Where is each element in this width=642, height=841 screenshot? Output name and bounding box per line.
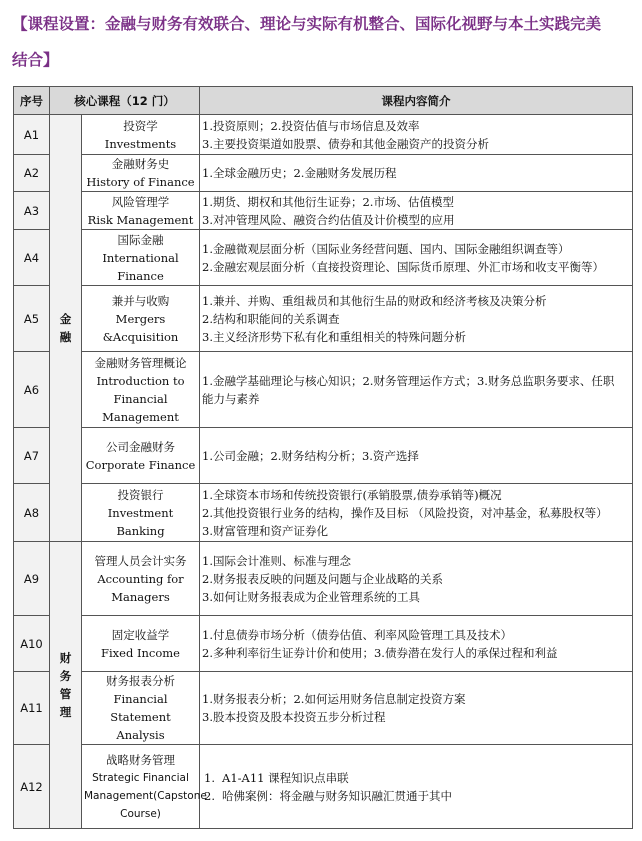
- category-finance: [50, 115, 82, 542]
- content-line: 3.如何让财务报表成为企业管理系统的工具: [202, 589, 420, 604]
- content-line: 2.多种利率衍生证券计价和使用；3.债券潜在发行人的承保过程和利益: [202, 645, 558, 660]
- content-line: 1.财务报表分析；2.如何运用财务信息制定投资方案: [202, 692, 466, 706]
- course-content: [200, 115, 633, 155]
- course-name-en: History of Finance: [86, 175, 195, 189]
- table-row: [14, 745, 633, 829]
- content-line: 1.全球资本市场和传统投资银行(承销股票,债券承销等)概况: [202, 487, 502, 502]
- course-name: [82, 115, 200, 155]
- course-content: [200, 352, 633, 428]
- content-line: 1.公司金融；2.财务结构分析；3.资产选择: [202, 448, 419, 463]
- page-heading: [12, 6, 632, 78]
- course-id: A6: [14, 352, 50, 428]
- course-content: [200, 155, 633, 192]
- content-line: 1.期货、期权和其他衍生证券；2.市场、估值模型: [202, 194, 454, 209]
- category-char: 融: [59, 330, 72, 344]
- category-char: 务: [59, 669, 72, 683]
- table-row: [14, 352, 633, 428]
- course-id: A8: [14, 484, 50, 542]
- course-name-en: Course): [120, 807, 161, 820]
- course-name-en: Risk Management: [87, 212, 194, 227]
- course-name-cn: 金融财务史: [111, 157, 170, 171]
- table-row: [14, 484, 633, 542]
- course-id: A2: [14, 155, 50, 192]
- content-line: 1.金融学基础理论与核心知识；2.财务管理运作方式；3.财务总监职务要求、任职: [202, 373, 615, 388]
- course-name-en: Introduction to: [96, 373, 185, 388]
- course-content: [200, 672, 633, 745]
- content-line: 3.主要投资渠道如股票、债券和其他金融资产的投资分析: [202, 136, 489, 151]
- course-id: A9: [14, 542, 50, 616]
- course-name: [82, 484, 200, 542]
- content-line: 2.结构和职能间的关系调查: [202, 311, 340, 326]
- numbered-line: [202, 769, 630, 787]
- content-line: 2.金融宏观层面分析（直接投资理论、国际货币原理、外汇市场和收支平衡等）: [202, 259, 604, 274]
- content-line: 1.付息债券市场分析（债券估值、利率风险管理工具及技术）: [202, 627, 512, 642]
- course-name: [82, 616, 200, 672]
- table-row: [14, 192, 633, 230]
- course-name: [82, 155, 200, 192]
- table-row: [14, 230, 633, 286]
- list-number: 1.: [204, 770, 215, 785]
- header-seq: 序号: [14, 87, 50, 115]
- course-name-en: Mergers &Acquisition: [102, 311, 179, 344]
- content-line: 3.对冲管理风险、融资合约估值及计价模型的应用: [202, 212, 455, 227]
- header-intro: 课程内容简介: [200, 87, 633, 115]
- header-core-courses: 核心课程（12 门）: [50, 87, 200, 115]
- course-name-cn: 金融财务管理概论: [94, 355, 187, 370]
- course-id: A12: [14, 745, 50, 829]
- course-name-cn: 战略财务管理: [106, 752, 175, 767]
- course-id: A7: [14, 428, 50, 484]
- course-name-en: Accounting for: [97, 571, 184, 586]
- course-name: [82, 542, 200, 616]
- table-row: [14, 672, 633, 745]
- content-line: 1.金融微观层面分析（国际业务经营问题、国内、国际金融组织调查等）: [202, 241, 570, 256]
- course-name-en: Financial: [113, 391, 168, 406]
- course-name-cn: 投资学: [123, 118, 158, 133]
- heading-line-2: 结合】: [12, 51, 59, 69]
- course-name-en: Strategic Financial: [92, 771, 189, 784]
- course-id: A4: [14, 230, 50, 286]
- course-name-cn: 管理人员会计实务: [94, 553, 187, 568]
- course-name: [82, 745, 207, 829]
- course-name-cn: 财务报表分析: [106, 674, 175, 688]
- course-name-en: Fixed Income: [101, 645, 180, 660]
- heading-line-1: 【课程设置：金融与财务有效联合、理论与实际有机整合、国际化视野与本土实践完美: [12, 15, 602, 33]
- course-content: [200, 428, 633, 484]
- course-content: [200, 230, 633, 286]
- course-content: [200, 192, 633, 230]
- table-row: [14, 542, 633, 616]
- content-line: 3.财富管理和资产证券化: [202, 523, 328, 538]
- course-name-en: Managers: [111, 589, 170, 604]
- course-name-cn: 兼并与收购: [111, 293, 170, 308]
- table-header-row: [14, 87, 633, 115]
- content-line: 能力与素养: [202, 391, 260, 406]
- course-name-en: Management: [102, 409, 179, 424]
- content-line: 2.其他投资银行业务的结构，操作及目标 （风险投资，对冲基金，私募股权等）: [202, 505, 608, 520]
- category-char: 财: [59, 651, 72, 665]
- course-name-cn: 国际金融: [117, 232, 164, 247]
- content-line: 1.国际会计准则、标准与理念: [202, 553, 351, 568]
- table-row: [14, 428, 633, 484]
- course-name-cn: 固定收益学: [111, 627, 170, 642]
- course-name-en: Investment Banking: [107, 505, 174, 538]
- content-line: 1.全球金融历史；2.金融财务发展历程: [202, 166, 397, 180]
- content-line: 1.投资原则；2.投资估值与市场信息及效率: [202, 118, 420, 133]
- course-name: [82, 352, 200, 428]
- course-name: [82, 192, 200, 230]
- course-name-en: Analysis: [116, 728, 165, 742]
- table-row: [14, 616, 633, 672]
- course-name-en: Financial Statement: [110, 692, 171, 724]
- course-id: A10: [14, 616, 50, 672]
- table-row: [14, 286, 633, 352]
- content-line: 3.股本投资及股本投资五步分析过程: [202, 710, 386, 724]
- course-name-en: International Finance: [102, 250, 179, 283]
- course-name-en: Management(Capstone: [84, 789, 207, 802]
- numbered-line: [202, 787, 630, 805]
- course-content: [200, 616, 633, 672]
- course-id: A5: [14, 286, 50, 352]
- category-char: 理: [59, 705, 72, 719]
- course-name-cn: 投资银行: [117, 487, 164, 502]
- course-name-en: Corporate Finance: [85, 457, 196, 472]
- category-financial-management: [50, 542, 82, 829]
- course-name: [82, 286, 200, 352]
- course-name-en: Investments: [104, 136, 177, 151]
- course-name-cn: 公司金融财务: [106, 439, 175, 454]
- course-name-cn: 风险管理学: [111, 194, 170, 209]
- table-row: [14, 155, 633, 192]
- course-name: [82, 672, 200, 745]
- category-char: 金: [59, 312, 72, 326]
- category-char: 管: [59, 687, 72, 701]
- course-id: A1: [14, 115, 50, 155]
- content-line: 1.兼并、并购、重组裁员和其他衍生品的财政和经济考核及决策分析: [202, 293, 547, 308]
- course-content: [200, 286, 633, 352]
- content-line: 3.主义经济形势下私有化和重组相关的特殊问题分析: [202, 329, 466, 344]
- course-content: [200, 745, 633, 829]
- course-id: A3: [14, 192, 50, 230]
- table-row: [14, 115, 633, 155]
- course-content: [200, 542, 633, 616]
- course-id: A11: [14, 672, 50, 745]
- list-text: 哈佛案例：将金融与财务知识融汇贯通于其中: [222, 788, 453, 803]
- list-text: A1-A11 课程知识点串联: [222, 770, 349, 785]
- course-name: [82, 230, 200, 286]
- content-line: 2.财务报表反映的问题及问题与企业战略的关系: [202, 571, 443, 586]
- list-number: 2.: [204, 788, 215, 803]
- course-name: [82, 428, 200, 484]
- course-table: [13, 86, 633, 829]
- course-content: [200, 484, 633, 542]
